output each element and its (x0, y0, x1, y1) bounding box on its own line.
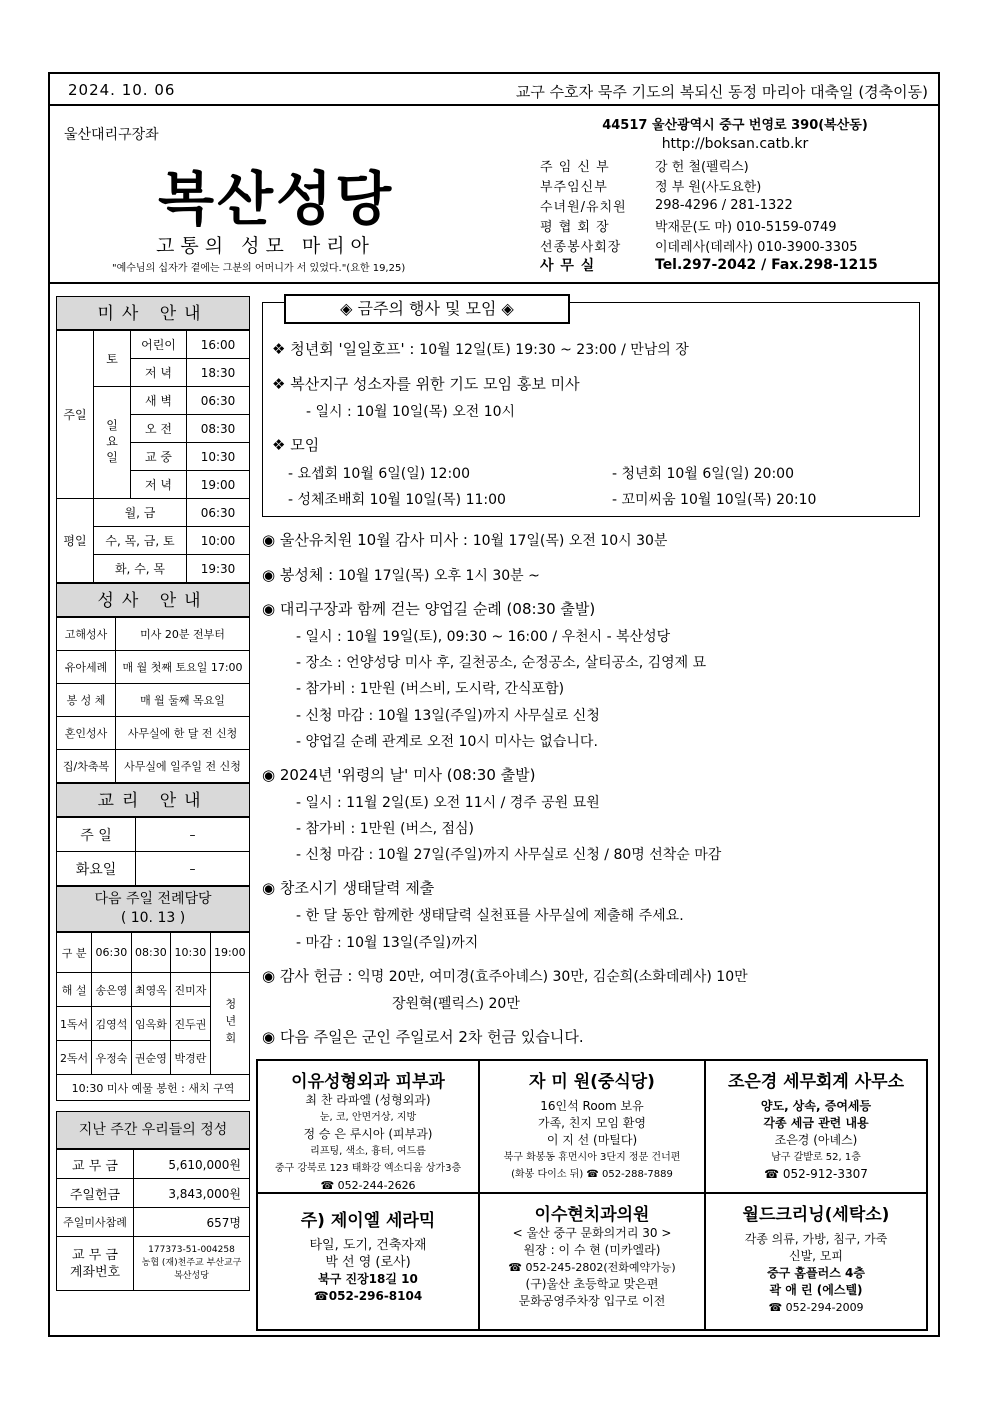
ad-line: 중구 홈플러스 4층 (767, 1266, 865, 1280)
mass-time: 06:30 (187, 499, 250, 527)
contact-key: 평 협 회 장 (540, 219, 610, 235)
catechism-key: 화요일 (57, 852, 136, 886)
contact-key: 수녀원/유치원 (540, 199, 627, 215)
ad-title: 자 미 원(중식당) (529, 1072, 655, 1092)
liturgy-person: 박경란 (171, 1041, 211, 1075)
notice-detail: - 신청 마감 : 10월 27일(주일)까지 사무실로 신청 / 80명 선착순 마감 (296, 847, 722, 863)
notice-item (262, 965, 748, 986)
ad-line: 리프팅, 색소, 흉터, 여드름 (310, 1146, 426, 1157)
notice-label: 2024년 '위령의 날' 미사 (08:30 출발) (279, 766, 536, 784)
event-detail: 10월 12일(토) 19:30 ~ 23:00 / 만남의 장 (419, 342, 689, 358)
ad-line: ☎052-296-8104 (313, 1289, 423, 1303)
sacrament-value: 사무실에 한 달 전 신청 (116, 717, 250, 750)
offering-value: 657명 (134, 1208, 250, 1237)
offering-key: 주일헌금 (57, 1179, 134, 1208)
sacrament-key: 봉 성 체 (57, 684, 116, 717)
liturgy-person: 권순영 (131, 1041, 171, 1075)
ad-line: 신발, 모피 (789, 1249, 843, 1263)
notice-label: 다음 주일은 군인 주일로서 2차 헌금 있습니다. (279, 1028, 584, 1046)
ad-box (704, 1192, 928, 1331)
parish-name: 복산성당 (158, 165, 395, 233)
ad-box (704, 1059, 928, 1194)
ad-line: 문화공영주차장 입구로 이전 (518, 1294, 666, 1308)
liturgy-note: 10:30 미사 예물 봉헌 : 새치 구역 (57, 1075, 250, 1101)
mass-table (56, 330, 250, 583)
diamond-icon: ❖ (272, 436, 291, 454)
liturgy-person: 최영옥 (131, 973, 171, 1007)
notice-detail: - 한 달 동안 함께한 생태달력 실천표를 사무실에 제출해 주세요. (296, 908, 684, 924)
liturgy-person: 진미자 (171, 973, 211, 1007)
top-bar (48, 72, 940, 106)
liturgy-head: 19:00 (210, 933, 249, 973)
mass-name: 수, 목, 금, 토 (94, 527, 187, 555)
meeting-item: - 청년회 10월 6일(일) 20:00 (612, 466, 794, 482)
liturgy-role: 해 설 (57, 973, 92, 1007)
offering-key: 교 무 금 (57, 1150, 134, 1179)
liturgy-head: 구 분 (57, 933, 92, 973)
ad-line: 박 선 영 (로사) (325, 1255, 411, 1270)
notice-detail: - 참가비 : 1만원 (버스비, 도시락, 간식포함) (296, 681, 565, 697)
masthead (48, 104, 940, 284)
event-label: 청년회 '일일호프' : (290, 340, 415, 358)
ad-line: < 울산 중구 문화의거리 30 > (512, 1226, 672, 1240)
sun-label: 일요일 (94, 387, 131, 499)
bullet-icon: ◉ (262, 879, 280, 897)
liturgy-person: 송은영 (92, 973, 132, 1007)
notice-label: 대리구장과 함께 걷는 양업길 순례 (08:30 출발) (279, 600, 596, 618)
office-key: 사 무 실 (540, 258, 596, 274)
mass-time: 16:00 (187, 331, 250, 359)
notice-detail: - 양업길 순례 관계로 오전 10시 미사는 없습니다. (296, 734, 598, 750)
notice-detail: - 일시 : 11월 2일(토) 오전 11시 / 경주 공원 묘원 (296, 795, 600, 811)
ad-line: 조은경 (아녜스) (774, 1133, 858, 1147)
ad-line: 남구 갈밭로 52, 1층 (771, 1152, 861, 1163)
account-value (134, 1237, 250, 1291)
sunday-label: 주일 (57, 331, 94, 499)
sacrament-value: 매 월 둘째 목요일 (116, 684, 250, 717)
feast-title: 교구 수호자 묵주 기도의 복되신 동정 마리아 대축일 (경축이동) (515, 83, 928, 101)
ad-line: ☎ 052-294-2009 (768, 1301, 864, 1314)
liturgy-head: 10:30 (171, 933, 211, 973)
ad-box (478, 1059, 706, 1194)
ad-line: 각종 의류, 가방, 침구, 가죽 (744, 1232, 888, 1246)
address: 44517 울산광역시 중구 번영로 390(복산동) (602, 118, 868, 133)
event-item (272, 338, 689, 359)
liturgy-person: 임옥화 (131, 1007, 171, 1041)
ad-line: ☎ 052-912-3307 (764, 1167, 868, 1181)
ad-line: 최 찬 라파엘 (성형외과) (305, 1093, 431, 1107)
ad-line: 가족, 친지 모임 환영 (538, 1116, 646, 1130)
event-detail: - 일시 : 10월 10일(목) 오전 10시 (306, 404, 516, 420)
mass-time: 10:30 (187, 443, 250, 471)
mass-name: 화, 수, 목 (94, 555, 187, 583)
notice-detail: - 마감 : 10월 13일(주일)까지 (296, 935, 479, 951)
contact-value: 강 헌 철(펠릭스) (655, 159, 749, 175)
ad-line: 눈, 코, 안면거상, 지방 (319, 1112, 417, 1123)
mass-name: 저 녁 (131, 471, 187, 499)
ad-line: (화봉 다이소 뒤) ☎ 052-288-7889 (511, 1169, 673, 1180)
liturgy-person: 진두권 (171, 1007, 211, 1041)
liturgy-head: 08:30 (131, 933, 171, 973)
notice-item (262, 877, 434, 898)
youth-label: 청년회 (210, 973, 249, 1075)
notice-label: 감사 헌금 : (279, 967, 353, 985)
account-number: 177373-51-004258 (148, 1245, 235, 1255)
ad-line: 타일, 도기, 건축자재 (309, 1238, 427, 1253)
notice-item (262, 764, 535, 785)
sacrament-key: 집/차축복 (57, 750, 116, 783)
bullet-icon: ◉ (262, 566, 280, 584)
notice-detail: 익명 20만, 여미경(효주아녜스) 30만, 김순희(소화데레사) 10만 (357, 969, 748, 985)
account-holder: 복산성당 (174, 1271, 209, 1281)
ad-box (478, 1192, 706, 1331)
offering-title: 지난 주간 우리들의 정성 (56, 1111, 250, 1149)
ad-line: 16인석 Room 보유 (540, 1099, 644, 1113)
contact-value: 이데레사(데레사) 010-3900-3305 (655, 239, 858, 255)
ad-title: 주) 제이엘 세라믹 (300, 1211, 436, 1231)
liturgy-table (56, 932, 250, 1101)
ad-line: ☎ 052-244-2626 (320, 1179, 416, 1192)
sacrament-table (56, 617, 250, 783)
sacrament-value: 사무실에 일주일 전 신청 (116, 750, 250, 783)
ad-line: 이 지 선 (마틸다) (546, 1133, 638, 1147)
contact-info (540, 114, 930, 275)
liturgy-date: ( 10. 13 ) (120, 910, 186, 926)
ad-line: 양도, 상속, 증여세등 (760, 1099, 872, 1113)
weekday-label: 평일 (57, 499, 94, 583)
catechism-value: – (136, 852, 250, 886)
ad-line: 각종 세금 관련 내용 (763, 1116, 869, 1130)
contact-key: 선종봉사회장 (540, 239, 622, 255)
contact-value: 박재문(도 마) 010-5159-0749 (655, 219, 837, 235)
event-item (272, 434, 319, 455)
ad-title: 조은경 세무회계 사무소 (727, 1072, 905, 1092)
sacrament-key: 혼인성사 (57, 717, 116, 750)
notice-item (262, 598, 595, 619)
notice-detail: - 신청 마감 : 10월 13일(주일)까지 사무실로 신청 (296, 708, 600, 724)
mass-time: 10:00 (187, 527, 250, 555)
catechism-title: 교리 안내 (56, 783, 250, 817)
liturgy-header (56, 886, 250, 932)
office-value: Tel.297-2042 / Fax.298-1215 (655, 257, 878, 273)
meeting-item: - 요셉회 10월 6일(일) 12:00 (288, 466, 470, 482)
event-label: 복산지구 성소자를 위한 기도 모임 홍보 미사 (290, 375, 580, 393)
sacrament-key: 유아세례 (57, 651, 116, 684)
mass-name: 교 중 (131, 443, 187, 471)
ad-line: 중구 강북로 123 태화강 엑소디움 상가3층 (274, 1163, 462, 1174)
notice-item (262, 564, 540, 585)
bullet-icon: ◉ (262, 531, 280, 549)
offering-value: 5,610,000원 (134, 1150, 250, 1179)
notice-label: 봉성체 : (279, 566, 334, 584)
mass-name: 저 녁 (131, 359, 187, 387)
catechism-table (56, 817, 250, 886)
ad-title: 월드크리닝(세탁소) (742, 1205, 890, 1225)
notice-detail: 장원혁(펠릭스) 20만 (392, 996, 520, 1012)
bullet-icon: ◉ (262, 766, 280, 784)
notice-item (262, 529, 667, 550)
catechism-value: – (136, 818, 250, 852)
liturgy-role: 2독서 (57, 1041, 92, 1075)
account-key (57, 1237, 134, 1291)
sacrament-key: 고해성사 (57, 618, 116, 651)
ad-line: 북구 화봉동 휴먼시아 3단지 정문 건너편 (503, 1152, 681, 1163)
notice-label: 창조시기 생태달력 제출 (279, 879, 435, 897)
website-link[interactable]: http://boksan.catb.kr (661, 136, 809, 152)
mass-name: 월, 금 (94, 499, 187, 527)
diocese-label: 울산대리구장좌 (64, 127, 159, 143)
offering-value: 3,843,000원 (134, 1179, 250, 1208)
ad-title: 이유성형외과 피부과 (291, 1072, 445, 1092)
meeting-item: - 꼬미씨움 10월 10일(목) 20:10 (612, 492, 817, 508)
ad-line: (구)울산 초등학교 맞은편 (525, 1277, 659, 1291)
notice-detail: 10월 17일(목) 오전 10시 30분 (472, 533, 668, 549)
notice-detail: - 장소 : 언양성당 미사 후, 길천공소, 순정공소, 살티공소, 김영제 묘 (296, 655, 707, 671)
ad-box (256, 1192, 480, 1331)
contact-value: 298-4296 / 281-1322 (655, 197, 793, 213)
catechism-key: 주 일 (57, 818, 136, 852)
liturgy-head: 06:30 (92, 933, 132, 973)
mass-title: 미사 안내 (56, 296, 250, 330)
offering-table (56, 1149, 250, 1291)
liturgy-person: 우정숙 (92, 1041, 132, 1075)
liturgy-role: 1독서 (57, 1007, 92, 1041)
mass-time: 19:30 (187, 555, 250, 583)
sacrament-title: 성사 안내 (56, 583, 250, 617)
bullet-icon: ◉ (262, 967, 280, 985)
diamond-icon: ❖ (272, 340, 291, 358)
meeting-item: - 성체조배회 10월 10일(목) 11:00 (288, 492, 506, 508)
spacer (56, 1101, 250, 1111)
ad-line: ☎ 052-245-2802(전화예약가능) (508, 1261, 676, 1274)
notice-detail: - 참가비 : 1만원 (버스, 점심) (296, 821, 475, 837)
liturgy-title: 다음 주일 전례담당 (94, 891, 212, 907)
sat-label: 토 (94, 331, 131, 387)
contact-key: 주 임 신 부 (540, 159, 610, 175)
event-label: 모임 (290, 436, 320, 454)
ad-box (256, 1059, 480, 1194)
bulletin-date: 2024. 10. 06 (68, 81, 176, 99)
contact-key: 부주임신부 (540, 179, 608, 195)
events-title: ◈ 금주의 행사 및 모임 ◈ (284, 294, 570, 324)
notice-label: 울산유치원 10월 감사 미사 : (279, 531, 468, 549)
mass-time: 18:30 (187, 359, 250, 387)
patron-quote: "예수님의 십자가 곁에는 그분의 어머니가 서 있었다."(요한 19,25) (112, 263, 406, 274)
account-key-line: 계좌번호 (69, 1264, 121, 1280)
ad-line: 원장 : 이 수 현 (미카엘라) (523, 1243, 661, 1257)
offering-key: 주일미사참례 (57, 1208, 134, 1237)
mass-name: 오 전 (131, 415, 187, 443)
mass-name: 어린이 (131, 331, 187, 359)
mass-time: 08:30 (187, 415, 250, 443)
mass-time: 19:00 (187, 471, 250, 499)
notice-detail: - 일시 : 10월 19일(토), 09:30 ~ 16:00 / 우천시 - 복산성당 (296, 629, 671, 645)
notice-item (262, 1026, 584, 1047)
ad-title: 이수현치과의원 (534, 1205, 650, 1225)
ad-line: 곽 애 린 (에스텔) (769, 1283, 863, 1297)
ad-line: 북구 진장18길 10 (318, 1272, 418, 1286)
ad-line: 정 승 은 루시아 (피부과) (303, 1127, 433, 1141)
notice-detail: 10월 17일(목) 오후 1시 30분 ~ (337, 568, 540, 584)
account-key-line: 교 무 금 (72, 1247, 118, 1263)
account-bank: 농협 (재)천주교 부산교구 (141, 1258, 242, 1268)
contact-value: 정 부 원(사도요한) (655, 179, 762, 195)
mass-time: 06:30 (187, 387, 250, 415)
left-column (56, 296, 250, 1291)
event-item (272, 373, 580, 394)
bullet-icon: ◉ (262, 600, 280, 618)
sacrament-value: 매 월 첫째 토요일 17:00 (116, 651, 250, 684)
diamond-icon: ❖ (272, 375, 291, 393)
sacrament-value: 미사 20분 전부터 (116, 618, 250, 651)
bullet-icon: ◉ (262, 1028, 280, 1046)
liturgy-person: 김영석 (92, 1007, 132, 1041)
mass-name: 새 벽 (131, 387, 187, 415)
patron-name: 고통의 성모 마리아 (156, 235, 375, 257)
